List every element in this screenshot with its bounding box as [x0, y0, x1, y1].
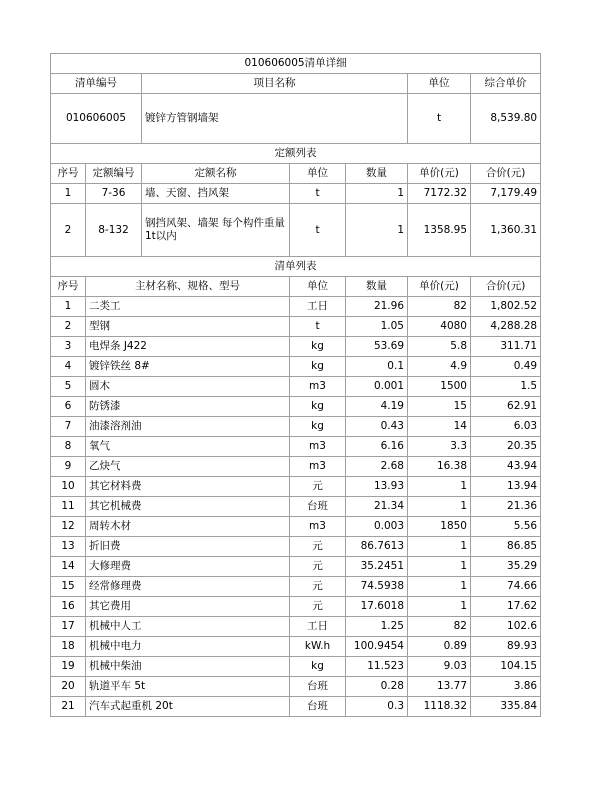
material-qty: 35.2451: [346, 557, 408, 577]
material-unit: 元: [290, 477, 346, 497]
material-section-row: [51, 257, 541, 277]
quota-seq: 2: [51, 204, 86, 257]
material-row: [51, 337, 541, 357]
material-unit: kg: [290, 337, 346, 357]
quota-qty: 1: [346, 204, 408, 257]
material-unit: 台班: [290, 497, 346, 517]
material-qty: 0.1: [346, 357, 408, 377]
material-row: [51, 357, 541, 377]
material-total: 13.94: [471, 477, 541, 497]
material-total: 74.66: [471, 577, 541, 597]
material-row: [51, 417, 541, 437]
material-seq: 1: [51, 297, 86, 317]
material-unit: 工日: [290, 617, 346, 637]
material-name: 二类工: [86, 297, 290, 317]
material-unit-price: 82: [408, 617, 471, 637]
material-unit: 工日: [290, 297, 346, 317]
quota-qty-header: 数量: [346, 164, 408, 184]
material-seq: 12: [51, 517, 86, 537]
material-unit: 元: [290, 537, 346, 557]
item-code-header: 清单编号: [51, 74, 142, 94]
material-name: 氧气: [86, 437, 290, 457]
material-total: 1,802.52: [471, 297, 541, 317]
material-row: [51, 517, 541, 537]
title-row: [51, 54, 541, 74]
quota-name: 墙、天窗、挡风架: [142, 184, 290, 204]
material-seq: 11: [51, 497, 86, 517]
material-name: 机械中电力: [86, 637, 290, 657]
material-seq: 3: [51, 337, 86, 357]
item-code: 010606005: [51, 94, 142, 144]
material-unit-header: 单位: [290, 277, 346, 297]
material-unit: 台班: [290, 697, 346, 717]
quota-section-row: [51, 144, 541, 164]
material-qty: 0.003: [346, 517, 408, 537]
material-unit: kg: [290, 657, 346, 677]
material-row: [51, 377, 541, 397]
material-unit: m3: [290, 517, 346, 537]
material-total: 104.15: [471, 657, 541, 677]
material-unit: 元: [290, 597, 346, 617]
quota-total: 1,360.31: [471, 204, 541, 257]
material-unit: m3: [290, 457, 346, 477]
material-name: 轨道平车 5t: [86, 677, 290, 697]
material-qty: 21.34: [346, 497, 408, 517]
material-total: 1.5: [471, 377, 541, 397]
table-title: 010606005清单详细: [51, 54, 541, 74]
item-unit: t: [408, 94, 471, 144]
quota-unit-header: 单位: [290, 164, 346, 184]
material-unit-price: 9.03: [408, 657, 471, 677]
quota-name: 钢挡风架、墙架 每个构件重量 1t以内: [142, 204, 290, 257]
material-total: 20.35: [471, 437, 541, 457]
material-unit-price: 1: [408, 537, 471, 557]
material-unit-price: 1850: [408, 517, 471, 537]
material-name: 其它材料费: [86, 477, 290, 497]
material-qty: 53.69: [346, 337, 408, 357]
material-seq: 2: [51, 317, 86, 337]
material-unit-price: 14: [408, 417, 471, 437]
material-qty: 0.43: [346, 417, 408, 437]
material-name: 折旧费: [86, 537, 290, 557]
material-unit-price: 1: [408, 497, 471, 517]
material-row: [51, 677, 541, 697]
quota-row: [51, 184, 541, 204]
material-total: 335.84: [471, 697, 541, 717]
material-name: 周转木材: [86, 517, 290, 537]
material-qty: 100.9454: [346, 637, 408, 657]
material-total: 21.36: [471, 497, 541, 517]
material-name: 防锈漆: [86, 397, 290, 417]
material-row: [51, 497, 541, 517]
material-seq: 4: [51, 357, 86, 377]
material-row: [51, 437, 541, 457]
material-qty: 11.523: [346, 657, 408, 677]
material-total-header: 合价(元): [471, 277, 541, 297]
item-header-row: [51, 74, 541, 94]
material-unit-price: 16.38: [408, 457, 471, 477]
material-qty: 86.7613: [346, 537, 408, 557]
quota-name-header: 定额名称: [142, 164, 290, 184]
item-row: [51, 94, 541, 144]
material-qty: 13.93: [346, 477, 408, 497]
material-seq: 18: [51, 637, 86, 657]
material-qty: 1.05: [346, 317, 408, 337]
material-row: [51, 577, 541, 597]
material-row: [51, 457, 541, 477]
material-seq: 13: [51, 537, 86, 557]
material-qty: 2.68: [346, 457, 408, 477]
material-unit: m3: [290, 377, 346, 397]
material-qty: 6.16: [346, 437, 408, 457]
material-unit-price-header: 单价(元): [408, 277, 471, 297]
material-qty-header: 数量: [346, 277, 408, 297]
material-name: 乙炔气: [86, 457, 290, 477]
material-total: 311.71: [471, 337, 541, 357]
material-seq: 20: [51, 677, 86, 697]
quota-total-header: 合价(元): [471, 164, 541, 184]
quota-unit: t: [290, 204, 346, 257]
material-name-header: 主材名称、规格、型号: [86, 277, 290, 297]
material-name: 油漆溶剂油: [86, 417, 290, 437]
material-name: 汽车式起重机 20t: [86, 697, 290, 717]
material-unit: 元: [290, 577, 346, 597]
material-unit: kg: [290, 397, 346, 417]
material-name: 机械中柴油: [86, 657, 290, 677]
material-seq: 19: [51, 657, 86, 677]
material-row: [51, 697, 541, 717]
quota-seq: 1: [51, 184, 86, 204]
material-seq: 6: [51, 397, 86, 417]
material-row: [51, 397, 541, 417]
quota-unit-price: 1358.95: [408, 204, 471, 257]
quota-unit-price-header: 单价(元): [408, 164, 471, 184]
material-qty: 4.19: [346, 397, 408, 417]
material-row: [51, 537, 541, 557]
quota-total: 7,179.49: [471, 184, 541, 204]
quota-code: 7-36: [86, 184, 142, 204]
material-unit: m3: [290, 437, 346, 457]
material-seq: 14: [51, 557, 86, 577]
material-total: 3.86: [471, 677, 541, 697]
material-name: 大修理费: [86, 557, 290, 577]
material-qty: 0.001: [346, 377, 408, 397]
quota-unit-price: 7172.32: [408, 184, 471, 204]
material-qty: 0.3: [346, 697, 408, 717]
material-unit-price: 1500: [408, 377, 471, 397]
material-unit: 元: [290, 557, 346, 577]
material-unit-price: 1: [408, 597, 471, 617]
quota-code: 8-132: [86, 204, 142, 257]
material-total: 5.56: [471, 517, 541, 537]
material-unit-price: 1: [408, 477, 471, 497]
item-unit-header: 单位: [408, 74, 471, 94]
material-qty: 17.6018: [346, 597, 408, 617]
material-total: 0.49: [471, 357, 541, 377]
material-section-title: 清单列表: [51, 257, 541, 277]
material-name: 其它机械费: [86, 497, 290, 517]
material-seq: 7: [51, 417, 86, 437]
material-total: 6.03: [471, 417, 541, 437]
material-qty: 1.25: [346, 617, 408, 637]
material-seq: 15: [51, 577, 86, 597]
material-qty: 21.96: [346, 297, 408, 317]
material-unit: t: [290, 317, 346, 337]
material-seq: 9: [51, 457, 86, 477]
material-unit-price: 82: [408, 297, 471, 317]
item-price: 8,539.80: [471, 94, 541, 144]
material-unit-price: 15: [408, 397, 471, 417]
quota-row: [51, 204, 541, 257]
material-total: 35.29: [471, 557, 541, 577]
material-unit-price: 3.3: [408, 437, 471, 457]
material-seq-header: 序号: [51, 277, 86, 297]
material-name: 机械中人工: [86, 617, 290, 637]
material-seq: 21: [51, 697, 86, 717]
material-total: 62.91: [471, 397, 541, 417]
material-row: [51, 637, 541, 657]
material-unit-price: 13.77: [408, 677, 471, 697]
material-total: 102.6: [471, 617, 541, 637]
material-name: 型钢: [86, 317, 290, 337]
material-total: 4,288.28: [471, 317, 541, 337]
material-row: [51, 617, 541, 637]
material-seq: 5: [51, 377, 86, 397]
material-unit-price: 1: [408, 557, 471, 577]
material-seq: 17: [51, 617, 86, 637]
bill-detail-table: [50, 53, 541, 717]
quota-unit: t: [290, 184, 346, 204]
material-row: [51, 557, 541, 577]
quota-code-header: 定额编号: [86, 164, 142, 184]
material-unit: kg: [290, 417, 346, 437]
item-name-header: 项目名称: [142, 74, 408, 94]
quota-section-title: 定额列表: [51, 144, 541, 164]
material-unit-price: 5.8: [408, 337, 471, 357]
material-row: [51, 477, 541, 497]
material-unit-price: 4.9: [408, 357, 471, 377]
material-name: 经常修理费: [86, 577, 290, 597]
material-name: 圆木: [86, 377, 290, 397]
quota-seq-header: 序号: [51, 164, 86, 184]
material-qty: 74.5938: [346, 577, 408, 597]
material-unit: 台班: [290, 677, 346, 697]
material-unit: kW.h: [290, 637, 346, 657]
material-name: 其它费用: [86, 597, 290, 617]
material-total: 43.94: [471, 457, 541, 477]
material-unit: kg: [290, 357, 346, 377]
quota-header-row: [51, 164, 541, 184]
material-qty: 0.28: [346, 677, 408, 697]
item-name: 镀锌方管钢墙架: [142, 94, 408, 144]
material-row: [51, 297, 541, 317]
material-seq: 8: [51, 437, 86, 457]
material-row: [51, 317, 541, 337]
material-row: [51, 657, 541, 677]
material-seq: 16: [51, 597, 86, 617]
material-total: 86.85: [471, 537, 541, 557]
material-header-row: [51, 277, 541, 297]
item-price-header: 综合单价: [471, 74, 541, 94]
material-unit-price: 0.89: [408, 637, 471, 657]
material-seq: 10: [51, 477, 86, 497]
material-unit-price: 4080: [408, 317, 471, 337]
material-name: 镀锌铁丝 8#: [86, 357, 290, 377]
material-row: [51, 597, 541, 617]
material-unit-price: 1: [408, 577, 471, 597]
material-total: 89.93: [471, 637, 541, 657]
material-unit-price: 1118.32: [408, 697, 471, 717]
material-total: 17.62: [471, 597, 541, 617]
material-name: 电焊条 J422: [86, 337, 290, 357]
quota-qty: 1: [346, 184, 408, 204]
